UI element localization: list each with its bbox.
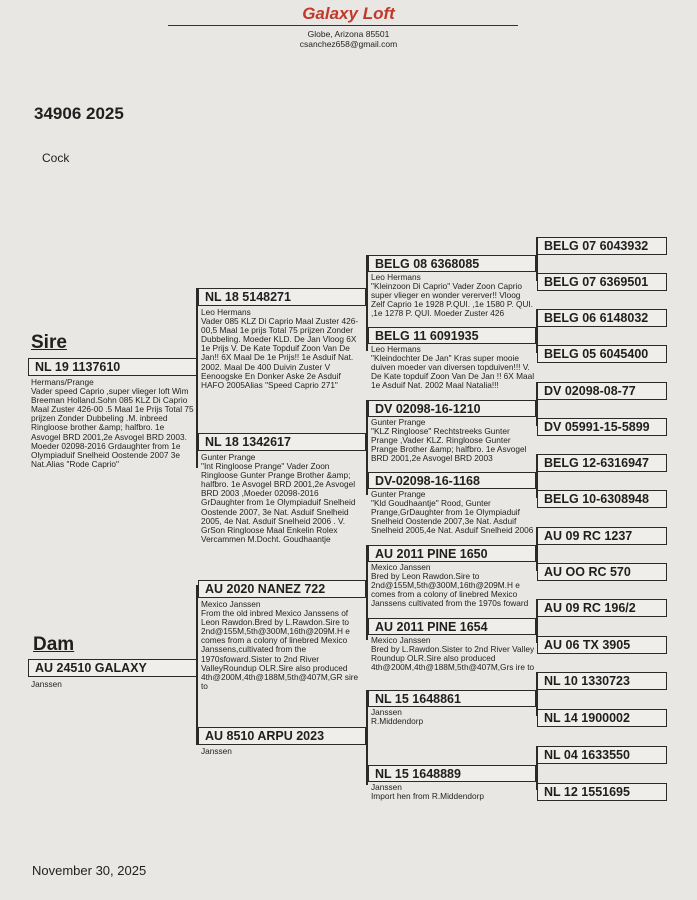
gen3-details-2 (371, 345, 536, 399)
gen4-ring-box-16: NL 12 1551695 (537, 783, 667, 801)
sire-sire-notes: Vader 085 KLZ Di Caprio Maal Zuster 426-00,5 Maal 1e prijs Total 75 prijzen Zonder Dubbeling. Moeder KLD. De Jan Vloog 6X 1e Prijs V. De Kate Topduif Zoon Van De Jan!! 6X Maal De 1e Prijs!! 1e Asduif Nat. 2002. Maal De 400 Duivin Zuster V Eenoogske En Donker Aske 2e Asduif HAFO 2005Alias "Speed Caprio 271" (201, 316, 359, 390)
loft-address: Globe, Arizona 85501 (307, 29, 390, 39)
gen4-ring-box-13: NL 10 1330723 (537, 672, 667, 690)
dam-ring-box: AU 24510 GALAXY (28, 659, 198, 677)
gen4-ring-box-3: BELG 06 6148032 (537, 309, 667, 327)
sire-notes: Vader speed Caprio ,super vlieger loft Wim Breeman Holland.Sohn 085 KLZ Di Caprio Maal Zuster 426-00 .5 Maal 1e Prijs Total 75 prijzen Zonder Dubbeling .M. inbreed Ringloose brother &amp; halfbro. 1e Asvogel BRD 2001,2e Asvogel BRD 2003. Moeder 02098-2016 Grdaughter from 1e Olympiaduif Snelheid Oostende 2007 3e Nat.Alias "Rode Caprio" (31, 386, 194, 469)
sire-ring-box: NL 19 1137610 (28, 358, 198, 376)
dam-sire-ring-box: AU 2020 NANEZ 722 (198, 580, 366, 598)
gen3-breeder-6: Mexico Janssen (371, 636, 431, 645)
gen3-details-7 (371, 708, 536, 762)
gen3-notes-4: "Kld Goudhaantje" Rood, Gunter Prange,GrDaughter from 1e Olympiaduif Snelheid Oostende 2007,3e Nat. Asduif Snelheid 2005,4e Nat. Asduif Snelheid 2006 (371, 498, 534, 536)
gen3-details-4 (371, 490, 536, 544)
gen3-details-5 (371, 563, 536, 617)
gen3-notes-5: Bred by Leon Rawdon.Sire to 2nd@155M,5th@300M,16th@209M.H e comes from a colony of linebred Mexico Janssens cultivated from the 1970s foward (371, 571, 529, 609)
connector-dam (196, 585, 198, 745)
sire-dam-ring-box: NL 18 1342617 (198, 433, 366, 451)
gen3-ring-box-5: AU 2011 PINE 1650 (368, 545, 536, 562)
gen3-ring-box-1: BELG 08 6368085 (368, 255, 536, 272)
gen3-breeder-7: Janssen (371, 708, 402, 717)
gen3-details-6 (371, 636, 536, 690)
gen4-ring-box-14: NL 14 1900002 (537, 709, 667, 727)
sire-details (31, 378, 194, 484)
sire-breeder: Hermans/Prange (31, 378, 94, 387)
gen4-ring-box-1: BELG 07 6043932 (537, 237, 667, 255)
dam-dam-breeder: Janssen (201, 747, 232, 756)
sire-label: Sire (31, 332, 67, 353)
gen3-details-1 (371, 273, 536, 327)
header-rule (168, 25, 518, 26)
gen3-notes-3: "KLZ Ringloose" Rechtstreeks Gunter Prange ,Vader KLZ. Ringloose Gunter Prange Brother &amp; halfbro. 1e Asvogel BRD 2001,2e Asvogel BRD 2003 (371, 426, 527, 464)
loft-address-block (0, 29, 697, 49)
gen4-ring-box-12: AU 06 TX 3905 (537, 636, 667, 654)
gen4-ring-box-9: AU 09 RC 1237 (537, 527, 667, 545)
gen3-breeder-2: Leo Hermans (371, 345, 421, 354)
gen3-ring-box-7: NL 15 1648861 (368, 690, 536, 707)
gen4-ring-box-6: DV 05991-15-5899 (537, 418, 667, 436)
gen3-breeder-5: Mexico Janssen (371, 563, 431, 572)
loft-name: Galaxy Loft (302, 4, 395, 23)
gen3-breeder-8: Janssen (371, 783, 402, 792)
gen3-breeder-1: Leo Hermans (371, 273, 421, 282)
gen4-ring-box-8: BELG 10-6308948 (537, 490, 667, 508)
gen3-notes-7: R.Middendorp (371, 716, 424, 727)
gen4-ring-box-11: AU 09 RC 196/2 (537, 599, 667, 617)
sire-sire-breeder: Leo Hermans (201, 308, 251, 317)
gen3-notes-8: Import hen from R.Middendorp (371, 791, 484, 802)
gen3-notes-6: Bred by L.Rawdon.Sister to 2nd River Valley Roundup OLR.Sire also produced 4th@200M,4th@188M,5th@407M,Grs ire to (371, 644, 535, 673)
dam-sire-notes: From the old inbred Mexico Janssens of Leon Rawdon.Bred by L.Rawdon.Sire to 2nd@155M,5th@300M,16th@209M.H e comes from a colony of linebred Mexico Janssens,cultivated from the 1970sfoward.Sister to 2nd River ValleyRoundup OLR.Sire also produced 4th@200M,4th@188M,5th@407M,GR sire to (201, 608, 359, 691)
pigeon-ring-number: 34906 2025 (34, 104, 124, 123)
gen3-notes-1: "Kleinzoon Di Caprio" Vader Zoon Caprio super vlieger en wonder vererver!! Vloog Zelf Caprio 1e 1928 P.QUI. ,1e 1580 P. QUI. ,1e 1278 P. QUI. Moeder Zuster 426 (371, 281, 534, 319)
gen4-ring-box-15: NL 04 1633550 (537, 746, 667, 764)
gen3-ring-box-4: DV-02098-16-1168 (368, 472, 536, 489)
gen4-ring-box-5: DV 02098-08-77 (537, 382, 667, 400)
sire-dam-details (201, 453, 364, 559)
gen4-ring-box-7: BELG 12-6316947 (537, 454, 667, 472)
gen4-ring-box-2: BELG 07 6369501 (537, 273, 667, 291)
loft-email: csanchez658@gmail.com (299, 39, 398, 49)
gen3-breeder-3: Gunter Prange (371, 418, 426, 427)
gen3-details-3 (371, 418, 536, 472)
gen3-breeder-4: Gunter Prange (371, 490, 426, 499)
sire-dam-notes: "Int Ringloose Prange" Vader Zoon Ringloose Gunter Prange Brother &amp; halfbro. 1e Asvogel BRD 2001,2e Asvogel BRD 2003 ,Moeder 02098-2016 GrDaughter from 1e Olympiaduif Snelheid Oostende 2007, 3e Nat. Asduif Snelheid 2005, 4e Nat. Asduif Snelheid 2006 . V. GrSon Ringloose Maal Enkelin Rolex Vercammen M.Docht. Goudhaantje (201, 461, 356, 544)
dam-sire-breeder: Mexico Janssen (201, 600, 261, 609)
dam-breeder: Janssen (31, 680, 62, 689)
gen3-details-8 (371, 783, 536, 807)
gen3-ring-box-8: NL 15 1648889 (368, 765, 536, 782)
gen4-ring-box-4: BELG 05 6045400 (537, 345, 667, 363)
dam-sire-details (201, 600, 364, 706)
gen3-ring-box-3: DV 02098-16-1210 (368, 400, 536, 417)
pigeon-sex: Cock (42, 151, 70, 165)
dam-label: Dam (33, 634, 75, 655)
sire-sire-ring-box: NL 18 5148271 (198, 288, 366, 306)
dam-dam-ring-box: AU 8510 ARPU 2023 (198, 727, 366, 745)
sire-dam-breeder: Gunter Prange (201, 453, 256, 462)
gen3-ring-box-6: AU 2011 PINE 1654 (368, 618, 536, 635)
gen3-ring-box-2: BELG 11 6091935 (368, 327, 536, 344)
gen3-notes-2: "Kleindochter De Jan" Kras super mooie duiven moeder van diversen topduiven!!! V. De Kate topduif Zoon Van De Jan !! 6X Maal 1e Asduif Nat. 2002 Maal Natalia!!! (371, 353, 535, 391)
print-date: November 30, 2025 (32, 863, 147, 878)
gen4-ring-box-10: AU OO RC 570 (537, 563, 667, 581)
sire-sire-details (201, 308, 364, 404)
